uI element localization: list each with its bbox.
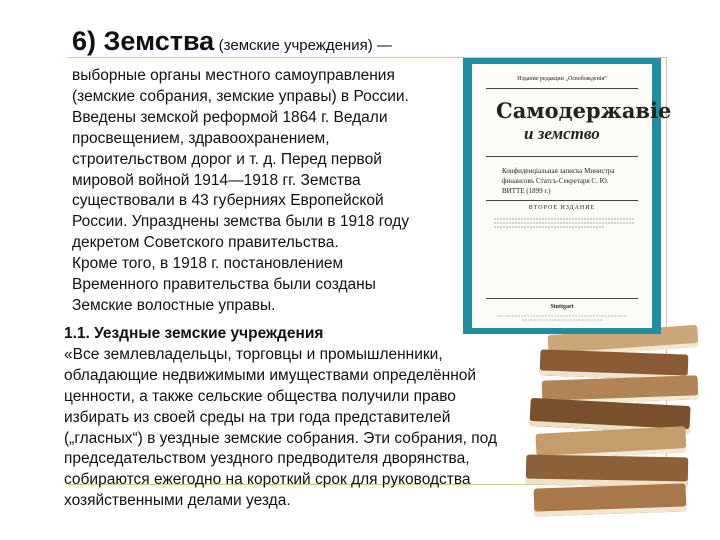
paragraph-1 [72,66,472,317]
cover-note: Конфиденціальная записка Министра финансовъ Статсъ-Секретаря С. Ю. ВИТТЕ (1899 г.) [502,167,615,195]
book-cover-image [463,58,672,334]
text-line: Временного правительства были созданы [72,276,376,294]
subheading: 1.1. Уездные земские учреждения [64,325,324,342]
book-cover-page [472,64,672,328]
text-line: Кроме того, в 1918 г. постановлением [72,255,344,273]
text-line: России. Упразднены земства были в 1918 году [72,213,410,231]
text-line: существовали в 43 губерниях Европейской [72,192,384,210]
title-sub: (земские учреждения) — [218,37,392,54]
text-line: просвещением, здравоохранением, [72,129,330,147]
title-main: 6) Земства [72,26,215,56]
text-line: собираются ежегодно на короткий срок для руководства [64,471,471,489]
slide-title [72,26,392,57]
text-line: хозяйственными делами уезда. [64,492,291,510]
text-line: ценности, а также сельские общества получили право [64,387,456,405]
text-line: Земские волостные управы. [72,296,276,314]
cover-imprint [492,313,632,324]
cover-small-print [494,216,634,233]
cover-rule [486,88,638,89]
cover-rule [486,298,638,299]
cover-title-line1: Самодержавіе [496,98,672,123]
text-line: мировой войной 1914—1918 гг. Земства [72,171,361,189]
text-line: председательством уездного предводителя дворянства, [64,450,470,468]
cover-publisher: Издание редакции „Освобожденія“ [517,76,607,82]
text-line: Введены земской реформой 1864 г. Ведали [72,108,388,126]
cover-small-print-lines [494,216,634,230]
text-line: (земские собрания, земские управы) в России. [72,87,409,105]
cover-rule [486,200,638,201]
cover-rule [486,156,638,157]
text-line: избирать из своей среды на три года представителей [64,408,451,426]
text-line: выборные органы местного самоуправления [72,67,395,84]
cover-title-line2: и земство [524,124,600,143]
text-line: обладающие недвижимыми имуществами определённой [64,366,477,384]
cover-edition: ВТОРОЕ ИЗДАНИЕ [528,205,596,211]
text-line: декретом Советского правительства. [72,234,339,252]
text-line: („гласных“) в уездные земские собрания. Эти собрания, под [64,429,497,447]
cover-city: Stuttgart [550,304,574,310]
text-line: строительством дорог и т. д. Перед первой [72,150,382,168]
paragraph-2 [64,324,564,512]
text-line: «Все землевладельцы, торговцы и промышленники, [64,345,443,363]
cover-imprint-lines [492,313,632,323]
